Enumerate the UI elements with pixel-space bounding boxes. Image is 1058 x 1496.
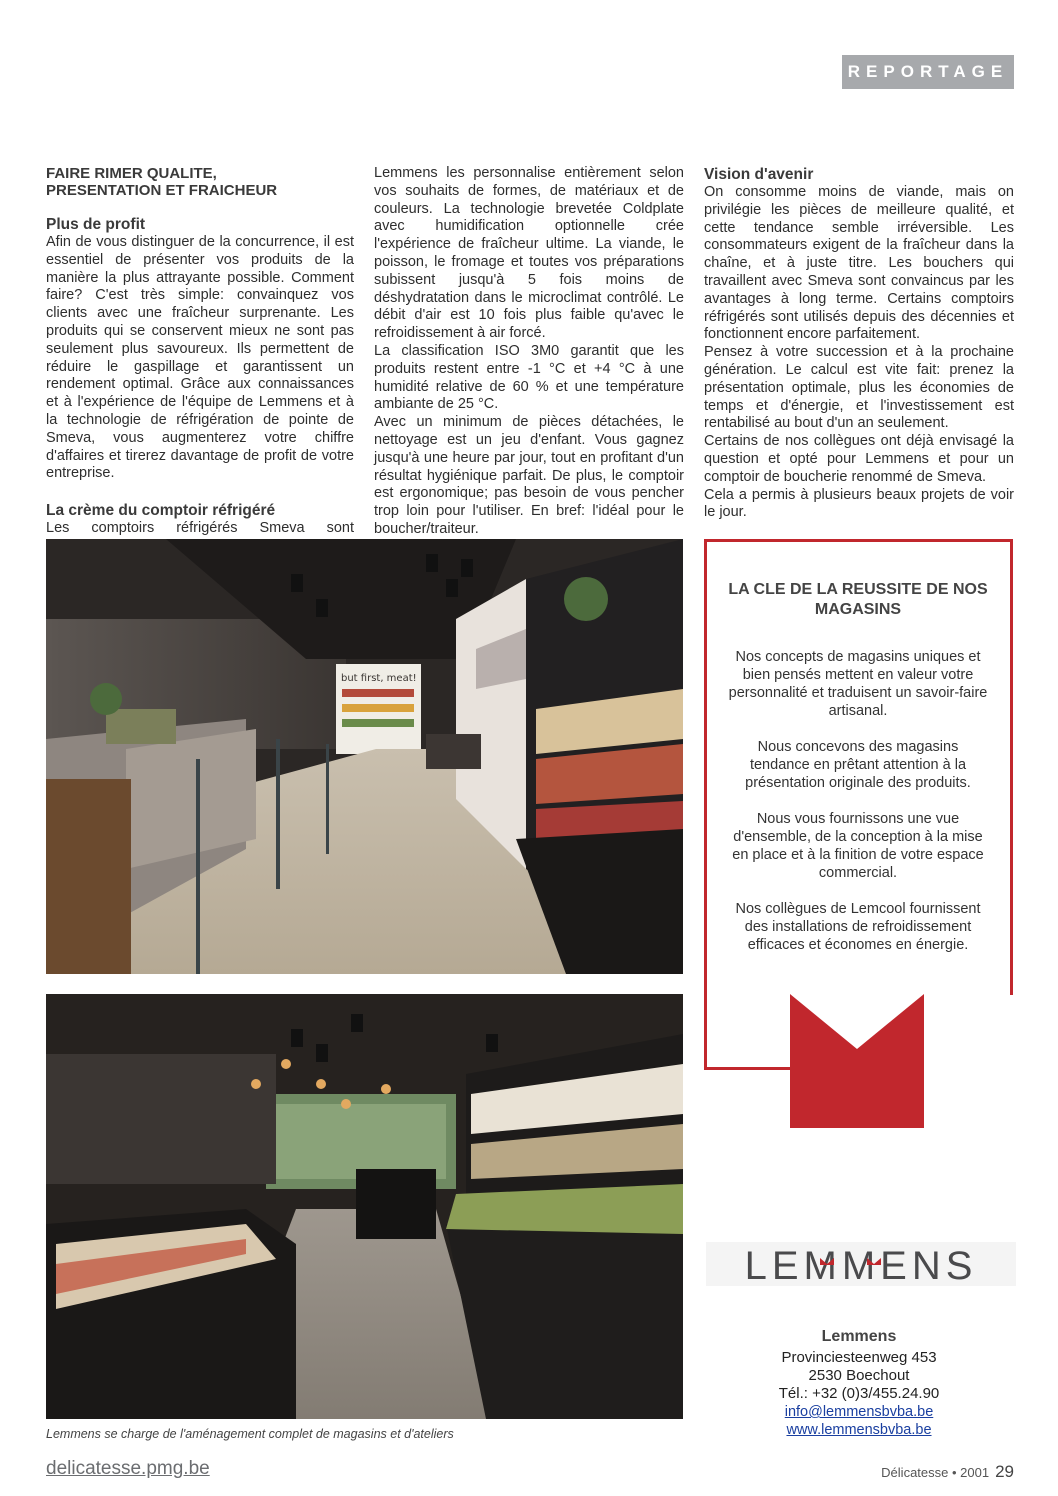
paragraph: Avec un minimum de pièces détachées, le nettoyage est un jeu d'enfant. Vous gagnez jusqu'à une heure par jour, tout en profitant d'un résultat hygiénique parfait. De plus, le comptoir est ergonomique; pas besoin de vous pencher trop loin pour l'utiliser. En bref: l'idéal pour le boucher/traiteur. bbox=[374, 414, 684, 537]
article-title-line-2: PRESENTATION ET FRAICHEUR bbox=[46, 182, 278, 199]
paragraph: Afin de vous distinguer de la concurrence, il est essentiel de présenter vos produits de la manière la plus attrayante possible. Comment faire? C'est très simple: convainquez vos clients avec une fraîcheur surprenante. Les produits qui se conservent mieux ne sont pas seulement plus savoureux. Ils permettent de réduire le gaspillage et garantissent un rendement optimal. Grâce aux connaissances et à l'expérience de l'équipe de Lemmens et à la technologie de réfrigération de pointe de Smeva, vous augmenterez votre chiffre d'affaires et tirerez davantage de profit de votre entreprise. bbox=[46, 234, 354, 482]
promo-frame-left bbox=[704, 867, 707, 1070]
paragraph: La classification ISO 3M0 garantit que les produits restent entre -1 °C et +4 °C à une humidité relative de 60 % et une température ambiante de 25 °C. bbox=[374, 342, 684, 413]
photo-caption: Lemmens se charge de l'aménagement complet de magasins et d'ateliers bbox=[46, 1427, 454, 1441]
contact-email-link[interactable]: info@lemmensbvba.be bbox=[784, 1404, 934, 1420]
article-title-line-1: FAIRE RIMER QUALITE, bbox=[46, 165, 217, 182]
footer-site-link[interactable]: delicatesse.pmg.be bbox=[46, 1458, 210, 1479]
subheading-plus-de-profit: Plus de profit bbox=[46, 216, 146, 233]
lemmens-logo bbox=[706, 1242, 1016, 1286]
subheading-vision-davenir: Vision d'avenir bbox=[704, 166, 814, 183]
article-column-1 bbox=[46, 165, 354, 556]
page-number: 29 bbox=[995, 1462, 1014, 1481]
shop-interior-photo-1 bbox=[46, 539, 683, 974]
promo-frame-bottom bbox=[704, 1067, 790, 1070]
paragraph: On consomme moins de viande, mais on privilégie les pièces de meilleure qualité, et cette tendance semble irréversible. Les consommateurs exigent de la fraîcheur dans la chaîne, et à juste titre. Les bouchers qui travaillent avec Smeva sont convaincus par les avantages à long terme. Certains comptoirs réfrigérés sont utilisés depuis des décennies et fonctionnent encore parfaitement. bbox=[704, 184, 1014, 343]
shop-sign-text: but first, meat! bbox=[341, 673, 417, 684]
contact-city: 2530 Boechout bbox=[808, 1367, 910, 1384]
paragraph: Lemmens les personnalise entièrement selon vos souhaits de formes, de matériaux et de couleurs. La technologie brevetée Coldplate avec humidification optionnelle crée l'expérience de fraîcheur ultime. La viande, le poisson, le fromage et toutes vos préparations subissent jusqu'à 5 fois moins de déshydratation dans le microclimat contrôlé. Le débit d'air est 10 fois plus faible qu'avec le refroidissement à air forcé. bbox=[374, 165, 684, 342]
promo-paragraph-4: Nos collègues de Lemcool fournissent des installations de refroidissement efficaces et économes en énergie. bbox=[735, 901, 981, 953]
article-column-2 bbox=[374, 165, 684, 539]
contact-website-link[interactable]: www.lemmensbvba.be bbox=[786, 1422, 932, 1438]
subheading-creme-du-comptoir: La crème du comptoir réfrigéré bbox=[46, 502, 276, 520]
promo-paragraph-3: Nous vous fournissons une vue d'ensemble, de la conception à la mise en place et à la finition de votre espace commercial. bbox=[732, 811, 984, 881]
paragraph: Les comptoirs réfrigérés Smeva sont bbox=[46, 520, 354, 537]
promo-title: LA CLE DE LA REUSSITE DE NOS MAGASINS bbox=[728, 581, 988, 618]
contact-phone: Tél.: +32 (0)3/455.24.90 bbox=[778, 1385, 940, 1402]
contact-name: Lemmens bbox=[821, 1328, 897, 1345]
article-column-3 bbox=[704, 165, 1014, 522]
promo-paragraph-1: Nos concepts de magasins uniques et bien pensés mettent en valeur votre personnalité et traduisent un savoir-faire artisanal. bbox=[728, 649, 988, 719]
paragraph: Cela a permis à plusieurs beaux projets de voir le jour. bbox=[704, 486, 1014, 521]
contact-street: Provinciesteenweg 453 bbox=[781, 1349, 937, 1366]
section-tag: REPORTAGE bbox=[842, 55, 1014, 89]
contact-block bbox=[704, 1328, 1014, 1439]
promo-frame-right bbox=[1010, 867, 1013, 995]
paragraph: Certains de nos collègues ont déjà envisagé la question et opté pour Lemmens et pour un comptoir de boucherie renommé de Smeva. bbox=[704, 433, 1014, 485]
shop-interior-photo-2 bbox=[46, 994, 683, 1419]
paragraph: Pensez à votre succession et à la prochaine génération. Le calcul est vite fait: prenez la présentation optimale, plus les économies de temps et d'énergie, et l'investissement est rentabilisé au bout d'un an seulement. bbox=[704, 344, 1014, 432]
footer-issue bbox=[840, 1462, 1014, 1482]
promo-paragraph-2: Nous concevons des magasins tendance en prêtant attention à la présentation originale des produits. bbox=[745, 739, 971, 791]
m-logo-icon bbox=[790, 994, 924, 1128]
logo-wordmark: LEMMENS bbox=[744, 1244, 978, 1286]
issue-label: Délicatesse • 2001 bbox=[881, 1465, 990, 1480]
